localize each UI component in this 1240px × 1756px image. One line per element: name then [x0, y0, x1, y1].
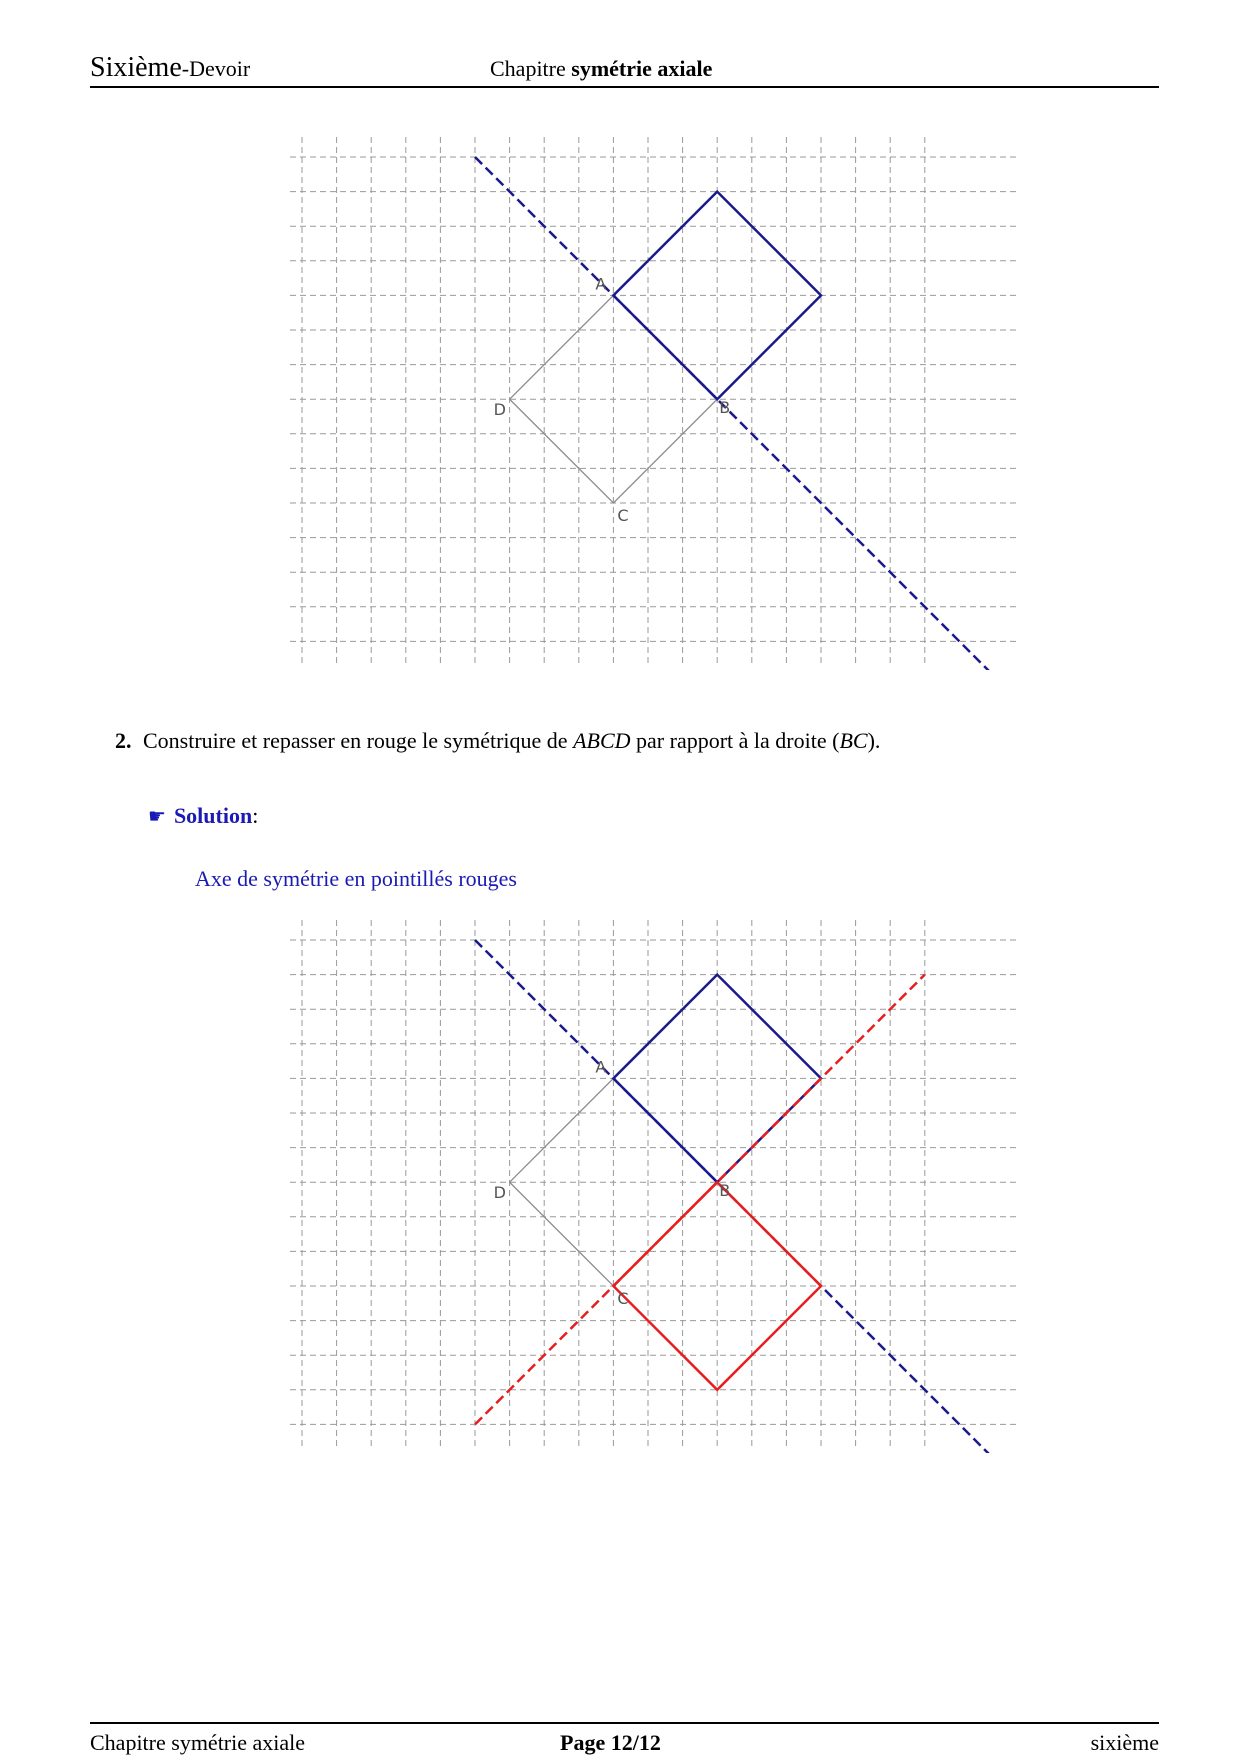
pointing-hand-icon: ☛ [148, 804, 166, 828]
solution-label: Solution [173, 803, 253, 828]
question-2 [115, 728, 880, 754]
point-label-d: D [493, 1183, 506, 1203]
point-label-a: A [595, 274, 607, 294]
question-number: 2. [115, 728, 132, 753]
footer-chapter: Chapitre symétrie axiale [90, 1730, 306, 1755]
header-chapter-title: symétrie axiale [571, 56, 713, 81]
solution-note: Axe de symétrie en pointillés rouges [195, 866, 517, 891]
axis-line-ad [475, 940, 994, 1453]
page-footer [90, 1722, 1159, 1754]
header-level: Sixième [90, 52, 182, 83]
question-text-2: par rapport à la droite ( [630, 728, 840, 753]
question-text-1: Construire et repasser en rouge le symétrique de [143, 728, 574, 753]
solution-heading [148, 803, 258, 829]
point-label-b: B [719, 1181, 731, 1201]
header-doc-type: -Devoir [181, 56, 251, 81]
figure-axis-symmetry-bc [290, 918, 1020, 1453]
figure2-svg [290, 918, 1020, 1453]
header-chapter-prefix: Chapitre [490, 56, 572, 81]
figure-axis-symmetry-ad [290, 135, 1020, 670]
footer-page-number: Page 12/12 [560, 1730, 661, 1755]
question-math-abcd: ABCD [573, 728, 631, 753]
footer-level: sixième [1090, 1730, 1159, 1755]
point-label-a: A [595, 1057, 607, 1077]
point-label-c: C [617, 506, 629, 525]
solution-colon: : [252, 803, 259, 828]
point-label-b: B [719, 398, 731, 418]
point-label-c: C [617, 1289, 629, 1308]
figure1-svg [290, 135, 1020, 670]
header-class-label [90, 52, 250, 84]
question-math-bc: BC [839, 728, 868, 753]
point-label-d: D [493, 400, 506, 420]
axis-line-ad [475, 157, 994, 670]
header-chapter [490, 56, 712, 82]
question-text-3: ). [867, 728, 881, 753]
page-header [90, 50, 1159, 88]
